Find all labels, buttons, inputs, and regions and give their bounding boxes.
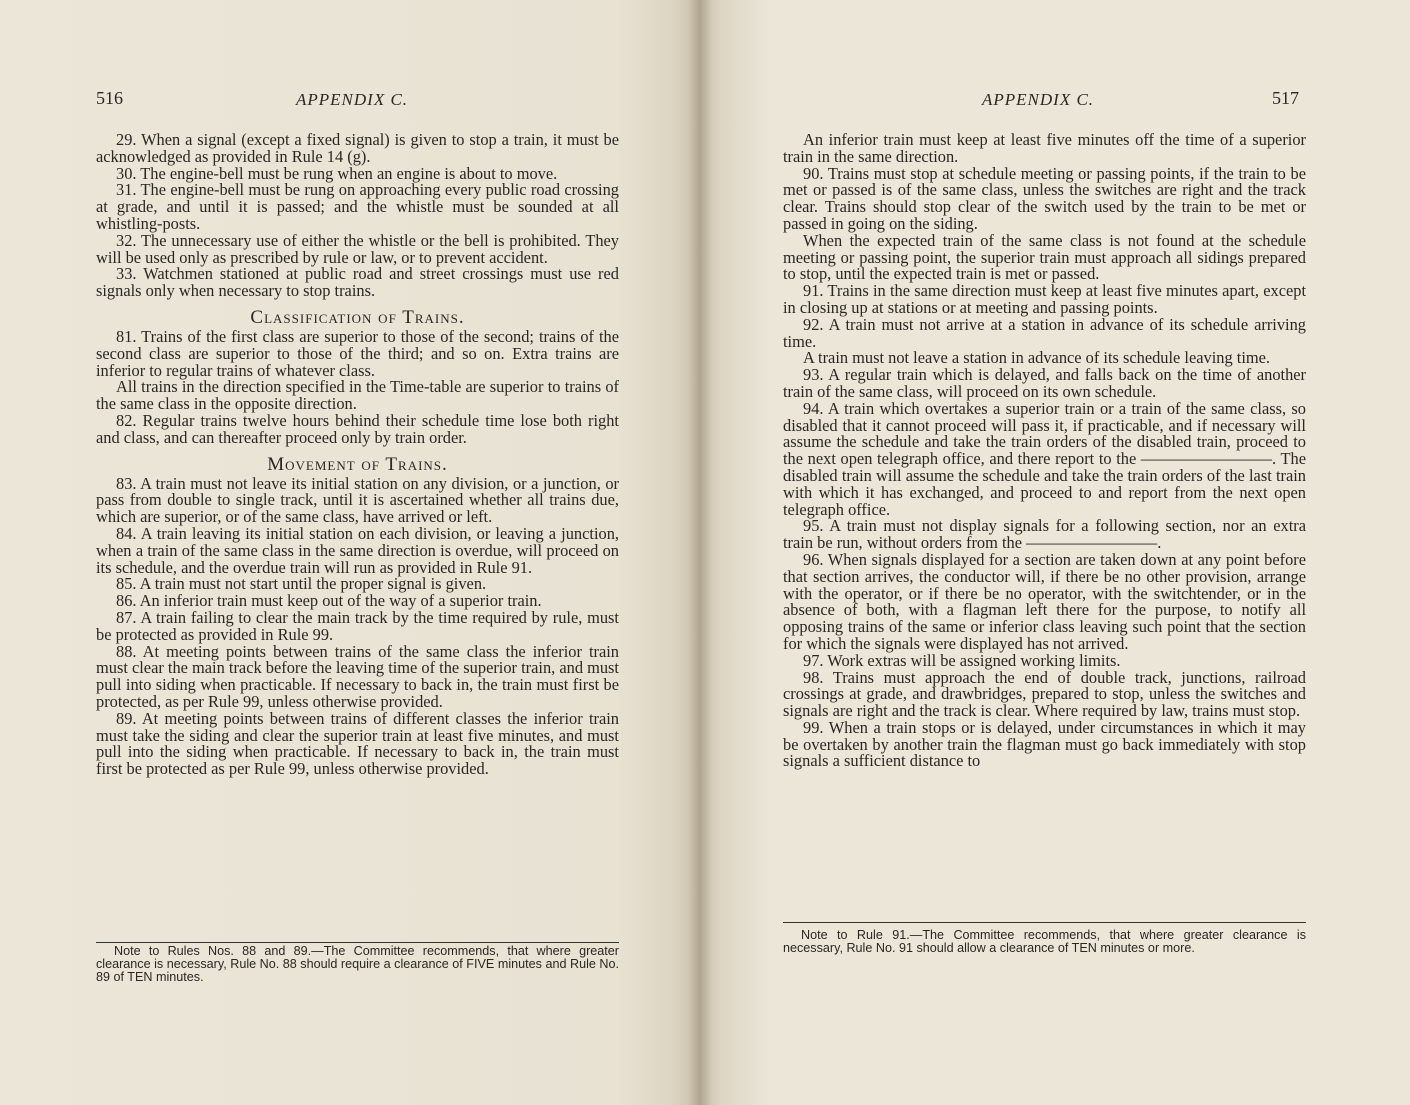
paragraph: 94. A train which overtakes a superior train or a train of the same class, so disabled that it cannot proceed will pass it, if practicable, and if necessary will assume the schedule and take the train orders of the disabled train, proceed to the next open telegraph office, and there report to the ————————. The disabled train will assume the schedule and take the train orders of the last train with which it has exchanged, and proceed to and report from the next open telegraph office.	[783, 398, 1306, 519]
paragraph: 85. A train must not start until the proper signal is given.	[116, 574, 487, 594]
paragraph: All trains in the direction specified in the Time-table are superior to trains of the same class in the opposite direction.	[96, 377, 619, 414]
page-number: 516	[96, 88, 123, 108]
paragraph: 91. Trains in the same direction must keep at least five minutes apart, except in closing up at stations or at meeting and passing points.	[783, 281, 1306, 317]
section-heading: Movement of Trains.	[267, 453, 448, 475]
paragraph: 96. When signals displayed for a section are taken down at any point before that section arrives, the conductor will, if there be no other provision, arrange with the operator, or if there be no operator, with the switchtender, or in the absence of both, with a flagman left there for the purpose, to notify all opposing trains of the same or inferior class leaving such point that the section for which the signals were displayed has not arrived.	[783, 549, 1306, 653]
running-head: APPENDIX C.	[982, 90, 1095, 109]
paragraph: 95. A train must not display signals for a following section, nor an extra train be run, without orders from the ————————.	[783, 516, 1306, 553]
paragraph: 88. At meeting points between trains of the same class the inferior train must clear the main track before the leaving time of the superior train, and must pull into siding when practicable. If necessary to back in, the train must first be protected, as per Rule 99, unless otherwise provided.	[96, 641, 619, 711]
left-page	[0, 0, 700, 1105]
page-number: 517	[1272, 88, 1299, 108]
footnote	[783, 929, 1306, 955]
paragraph: An inferior train must keep at least five minutes off the time of a superior train in the same direction.	[783, 130, 1306, 166]
book-gutter	[688, 0, 712, 1105]
paragraph: 33. Watchmen stationed at public road and street crossings must use red signals only when necessary to stop trains.	[96, 264, 619, 301]
paragraph: 81. Trains of the first class are superior to those of the second; trains of the second class are superior to those of the third; and so on. Extra trains are inferior to regular trains of whatever class.	[96, 326, 619, 380]
paragraph: 90. Trains must stop at schedule meeting or passing points, if the train to be met or passed is of the same class, unless the switches are right and the track clear. Trains should stop clear of the switch used by the train to be met or passed in going on the siding.	[783, 163, 1306, 233]
paragraph: 93. A regular train which is delayed, and falls back on the time of another train of the same class, will proceed on its own schedule.	[783, 365, 1306, 401]
paragraph: 86. An inferior train must keep out of the way of a superior train.	[116, 591, 542, 611]
paragraph: 32. The unnecessary use of either the whistle or the bell is prohibited. They will be used only as prescribed by rule or law, or to prevent accident.	[96, 230, 619, 267]
paragraph: When the expected train of the same class is not found at the schedule meeting or passing point, the superior train must approach all sidings prepared to stop, until the expected train is met or passed.	[783, 230, 1306, 284]
paragraph: 82. Regular trains twelve hours behind their schedule time lose both right and class, and can thereafter proceed only by train order.	[96, 410, 619, 447]
paragraph: 30. The engine-bell must be rung when an engine is about to move.	[116, 163, 558, 183]
paragraph: 83. A train must not leave its initial station on any division, or a junction, or pass from double to single track, until it is ascertained whether all trains due, which are superior, or of the same class, have arrived or left.	[96, 473, 619, 527]
paragraph: 97. Work extras will be assigned working limits.	[803, 650, 1121, 670]
paragraph: 92. A train must not arrive at a station in advance of its schedule arriving time.	[783, 314, 1306, 351]
paragraph: 89. At meeting points between trains of different classes the inferior train must take the siding and clear the superior train at least five minutes, and must pull into the siding when practicable. If necessary to back in, the train must first be protected as per Rule 99, unless otherwise provided.	[96, 708, 619, 779]
footnote	[96, 945, 619, 984]
page-body	[783, 132, 1306, 770]
paragraph: 31. The engine-bell must be rung on approaching every public road crossing at grade, and until it is passed; and the whistle must be sounded at all whistling-posts.	[96, 180, 619, 233]
paragraph: 29. When a signal (except a fixed signal) is given to stop a train, it must be acknowledged as provided in Rule 14 (g).	[96, 130, 619, 166]
page-body	[96, 132, 619, 778]
paragraph: 98. Trains must approach the end of double track, junctions, railroad crossings at grade, and drawbridges, prepared to stop, unless the switches and signals are right and the track is clear. Where required by law, trains must stop.	[783, 667, 1306, 721]
paragraph: 87. A train failing to clear the main track by the time required by rule, must be protected as provided in Rule 99.	[96, 607, 619, 644]
running-head: APPENDIX C.	[296, 90, 409, 109]
section-heading: Classification of Trains.	[250, 306, 465, 328]
paragraph: 84. A train leaving its initial station on each division, or leaving a junction, when a train of the same class in the same direction is overdue, will proceed on its schedule, and the overdue train will run as provided in Rule 91.	[96, 523, 619, 577]
footnote-rule	[96, 942, 619, 943]
paragraph: A train must not leave a station in advance of its schedule leaving time.	[803, 348, 1271, 368]
footnote-text: Note to Rule 91.—The Committee recommends, that where greater clearance is necessary, Rule No. 91 should allow a clearance of TEN minutes or more.	[783, 928, 1306, 955]
footnote-rule	[783, 922, 1306, 923]
footnote-text: Note to Rules Nos. 88 and 89.—The Committee recommends, that where greater clearance is necessary, Rule No. 88 should require a clearance of FIVE minutes and Rule No. 89 of TEN minutes.	[96, 944, 619, 984]
paragraph: 99. When a train stops or is delayed, under circumstances in which it may be overtaken by another train the flagman must go back immediately with stop signals a sufficient distance to	[783, 717, 1306, 771]
right-page	[700, 0, 1410, 1105]
